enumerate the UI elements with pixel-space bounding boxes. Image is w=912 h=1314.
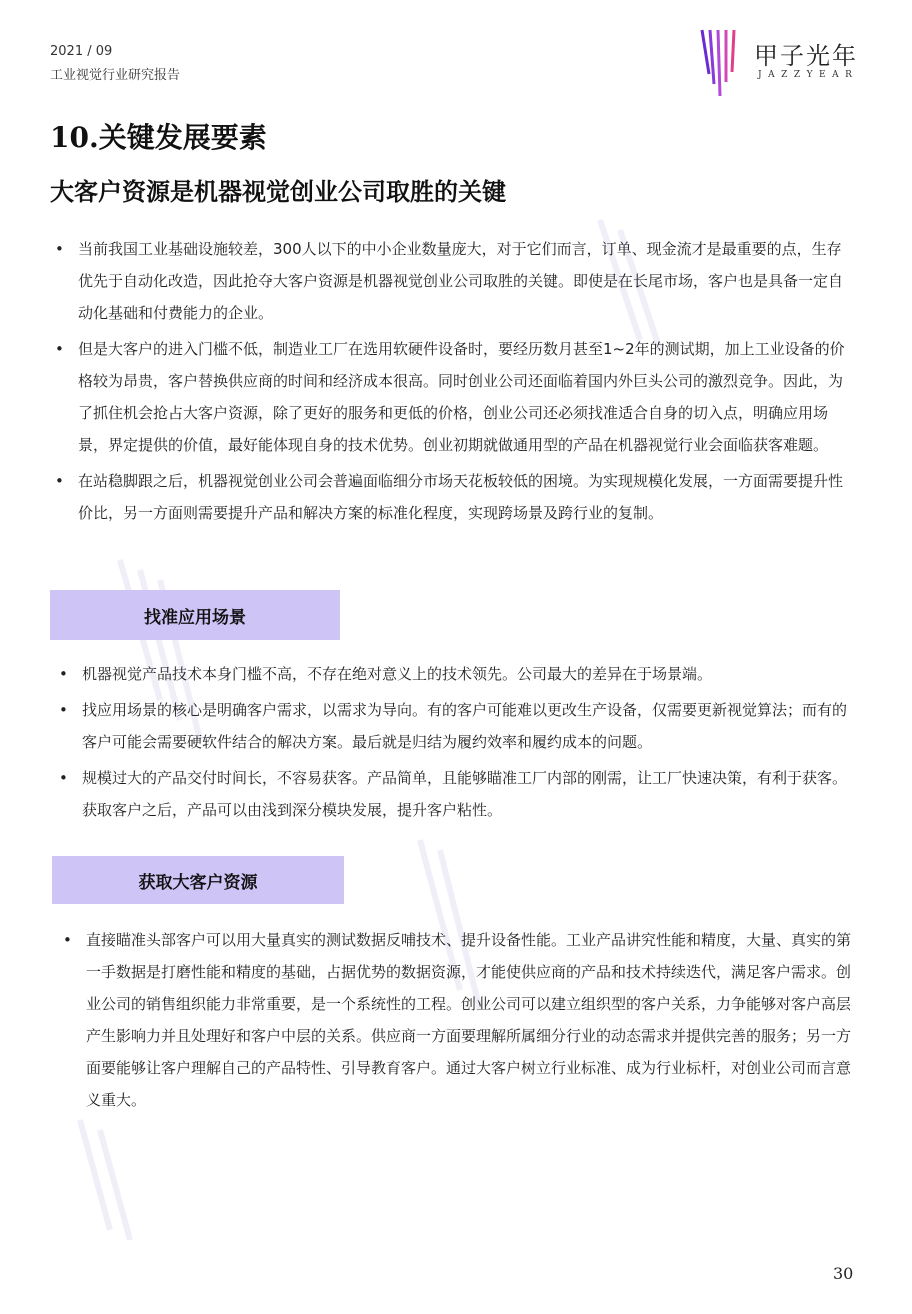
list-item: • 但是大客户的进入门槛不低，制造业工厂在选用软硬件设备时，要经历数月甚至1~2年的测试期，加上工业设备的价格较为昂贵，客户替换供应商的时间和经济成本很高。同时创业公司还面临着国内外巨头公司的激烈竞争。因此，为了抓住机会抢占大客户资源，除了更好的服务和更低的价格，创业公司还必须找准适合自身的切入点，明确应用场景，界定提供的价值，最好能体现自身的技术优势。创业初期就做通用型的产品在机器视觉行业会面临获客难题。 xyxy=(78,333,854,461)
logo-bar xyxy=(710,30,714,84)
report-date: 2021 / 09 xyxy=(50,44,113,59)
clients-bullet-list xyxy=(86,924,856,1120)
logo-mark-icon xyxy=(696,26,748,100)
logo-name-en: JAZZYEAR xyxy=(758,70,859,80)
section-heading-clients: 获取大客户资源 xyxy=(52,856,344,904)
intro-bullet-list xyxy=(78,233,854,533)
page-subtitle: 大客户资源是机器视觉创业公司取胜的关键 xyxy=(50,177,506,206)
list-item: • 规模过大的产品交付时间长，不容易获客。产品简单，且能够瞄准工厂内部的刚需，让工厂快速决策，有利于获客。获取客户之后，产品可以由浅到深分模块发展，提升客户粘性。 xyxy=(82,762,854,826)
scenario-bullet-list xyxy=(82,658,854,830)
logo-bar xyxy=(718,30,720,96)
brand-logo xyxy=(696,26,876,100)
page-number: 30 xyxy=(833,1264,854,1283)
logo-bar xyxy=(702,30,709,74)
section-heading-scenario: 找准应用场景 xyxy=(50,590,340,640)
list-item: • 在站稳脚跟之后，机器视觉创业公司会普遍面临细分市场天花板较低的困境。为实现规模化发展，一方面需要提升性价比，另一方面则需要提升产品和解决方案的标准化程度，实现跨场景及跨行业的复制。 xyxy=(78,465,854,529)
logo-name-cn: 甲子光年 xyxy=(754,42,858,70)
page-title: 10.关键发展要素 xyxy=(50,121,267,154)
list-item: • 直接瞄准头部客户可以用大量真实的测试数据反哺技术、提升设备性能。工业产品讲究性能和精度，大量、真实的第一手数据是打磨性能和精度的基础，占据优势的数据资源，才能使供应商的产品和技术持续迭代，满足客户需求。创业公司的销售组织能力非常重要，是一个系统性的工程。创业公司可以建立组织型的客户关系，力争能够对客户高层产生影响力并且处理好和客户中层的关系。供应商一方面要理解所属细分行业的动态需求并提供完善的服务；另一方面要能够让客户理解自己的产品特性、引导教育客户。通过大客户树立行业标准、成为行业标杆，对创业公司而言意义重大。 xyxy=(86,924,856,1116)
list-item: • 找应用场景的核心是明确客户需求，以需求为导向。有的客户可能难以更改生产设备，仅需要更新视觉算法；而有的客户可能会需要硬软件结合的解决方案。最后就是归结为履约效率和履约成本的问题。 xyxy=(82,694,854,758)
logo-bar xyxy=(732,30,734,72)
report-subtitle: 工业视觉行业研究报告 xyxy=(50,68,181,83)
list-item: • 当前我国工业基础设施较差，300人以下的中小企业数量庞大，对于它们而言，订单、现金流才是最重要的点，生存优先于自动化改造，因此抢夺大客户资源是机器视觉创业公司取胜的关键。即使是在长尾市场，客户也是具备一定自动化基础和付费能力的企业。 xyxy=(78,233,854,329)
list-item: • 机器视觉产品技术本身门槛不高，不存在绝对意义上的技术领先。公司最大的差异在于场景端。 xyxy=(82,658,854,690)
